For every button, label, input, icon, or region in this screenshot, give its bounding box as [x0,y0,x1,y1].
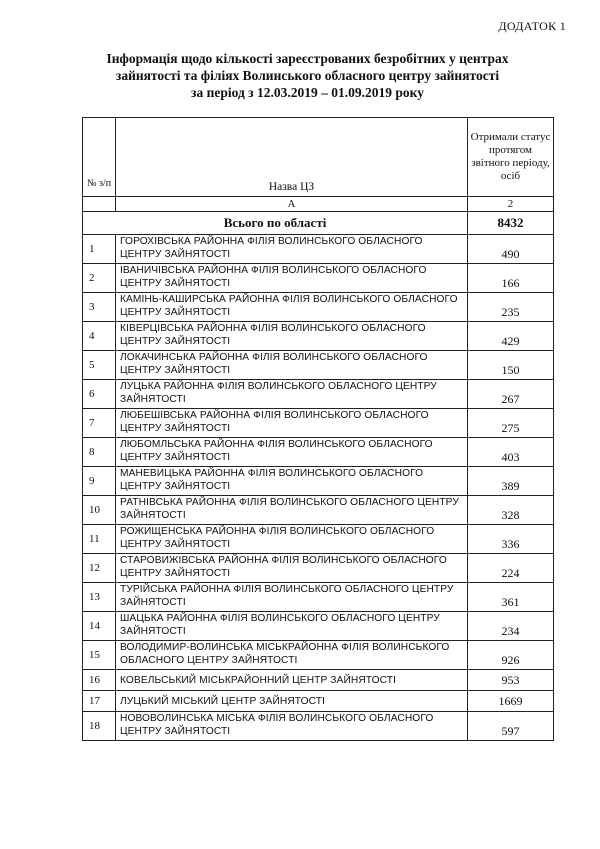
row-name: ГОРОХІВСЬКА РАЙОННА ФІЛІЯ ВОЛИНСЬКОГО ОБЛАСНОГО ЦЕНТРУ ЗАЙНЯТОСТІ [116,235,468,264]
row-name: ІВАНИЧІВСЬКА РАЙОННА ФІЛІЯ ВОЛИНСЬКОГО ОБЛАСНОГО ЦЕНТРУ ЗАЙНЯТОСТІ [116,264,468,293]
row-value: 166 [468,264,554,293]
subheader-2: 2 [468,197,554,212]
row-name: КІВЕРЦІВСЬКА РАЙОННА ФІЛІЯ ВОЛИНСЬКОГО ОБЛАСНОГО ЦЕНТРУ ЗАЙНЯТОСТІ [116,322,468,351]
row-number: 13 [83,583,116,612]
row-number: 7 [83,409,116,438]
row-name: ВОЛОДИМИР-ВОЛИНСЬКА МІСЬКРАЙОННА ФІЛІЯ ВОЛИНСЬКОГО ОБЛАСНОГО ЦЕНТРУ ЗАЙНЯТОСТІ [116,641,468,670]
title-line-3: за період з 12.03.2019 – 01.09.2019 року [191,85,424,100]
row-value: 926 [468,641,554,670]
title-line-2: зайнятості та філіях Волинського обласного центру зайнятості [115,68,500,83]
row-value: 328 [468,496,554,525]
row-number: 18 [83,712,116,741]
table-row [83,438,554,467]
table-row [83,612,554,641]
subheader-a: А [116,197,468,212]
row-value: 336 [468,525,554,554]
row-name: ЛОКАЧИНСЬКА РАЙОННА ФІЛІЯ ВОЛИНСЬКОГО ОБЛАСНОГО ЦЕНТРУ ЗАЙНЯТОСТІ [116,351,468,380]
row-name: ЛУЦЬКИЙ МІСЬКИЙ ЦЕНТР ЗАЙНЯТОСТІ [116,691,468,712]
row-name: МАНЕВИЦЬКА РАЙОННА ФІЛІЯ ВОЛИНСЬКОГО ОБЛАСНОГО ЦЕНТРУ ЗАЙНЯТОСТІ [116,467,468,496]
row-number: 3 [83,293,116,322]
row-name: РОЖИЩЕНСЬКА РАЙОННА ФІЛІЯ ВОЛИНСЬКОГО ОБЛАСНОГО ЦЕНТРУ ЗАЙНЯТОСТІ [116,525,468,554]
row-value: 224 [468,554,554,583]
annex-label: ДОДАТОК 1 [498,19,566,33]
table-row [83,691,554,712]
table-row [83,409,554,438]
row-number: 12 [83,554,116,583]
total-value: 8432 [468,212,554,235]
row-value: 403 [468,438,554,467]
row-value: 1669 [468,691,554,712]
table-row [83,496,554,525]
row-number: 10 [83,496,116,525]
row-name: ТУРІЙСЬКА РАЙОННА ФІЛІЯ ВОЛИНСЬКОГО ОБЛАСНОГО ЦЕНТРУ ЗАЙНЯТОСТІ [116,583,468,612]
row-number: 4 [83,322,116,351]
row-name: ЛЮБЕШІВСЬКА РАЙОННА ФІЛІЯ ВОЛИНСЬКОГО ОБЛАСНОГО ЦЕНТРУ ЗАЙНЯТОСТІ [116,409,468,438]
row-number: 17 [83,691,116,712]
row-value: 275 [468,409,554,438]
row-value: 490 [468,235,554,264]
row-value: 429 [468,322,554,351]
row-number: 1 [83,235,116,264]
row-name: КОВЕЛЬСЬКИЙ МІСЬКРАЙОННИЙ ЦЕНТР ЗАЙНЯТОСТІ [116,670,468,691]
row-name: ЛУЦЬКА РАЙОННА ФІЛІЯ ВОЛИНСЬКОГО ОБЛАСНОГО ЦЕНТРУ ЗАЙНЯТОСТІ [116,380,468,409]
row-name: ШАЦЬКА РАЙОННА ФІЛІЯ ВОЛИНСЬКОГО ОБЛАСНОГО ЦЕНТРУ ЗАЙНЯТОСТІ [116,612,468,641]
table-row [83,351,554,380]
row-number: 6 [83,380,116,409]
row-value: 150 [468,351,554,380]
row-number: 16 [83,670,116,691]
row-name: РАТНІВСЬКА РАЙОННА ФІЛІЯ ВОЛИНСЬКОГО ОБЛАСНОГО ЦЕНТРУ ЗАЙНЯТОСТІ [116,496,468,525]
table-row [83,235,554,264]
row-number: 14 [83,612,116,641]
row-value: 267 [468,380,554,409]
table-row [83,525,554,554]
subheader-empty [83,197,116,212]
table-row [83,467,554,496]
row-name: ЛЮБОМЛЬСЬКА РАЙОННА ФІЛІЯ ВОЛИНСЬКОГО ОБЛАСНОГО ЦЕНТРУ ЗАЙНЯТОСТІ [116,438,468,467]
row-value: 361 [468,583,554,612]
table-row [83,670,554,691]
row-number: 8 [83,438,116,467]
row-number: 2 [83,264,116,293]
row-value: 234 [468,612,554,641]
row-number: 15 [83,641,116,670]
total-label: Всього по області [83,212,468,235]
table-row [83,641,554,670]
row-value: 235 [468,293,554,322]
document-title [80,50,535,101]
title-line-1: Інформація щодо кількості зареєстрованих безробітних у центрах [106,51,509,66]
total-row [83,212,554,235]
header-name: Назва ЦЗ [116,118,468,197]
table-row [83,264,554,293]
header-num: № з/п [83,118,116,197]
table-row [83,380,554,409]
header-value: Отримали статус протягом звітного періоду, осіб [468,118,554,197]
table-row [83,554,554,583]
row-name: СТАРОВИЖІВСЬКА РАЙОННА ФІЛІЯ ВОЛИНСЬКОГО ОБЛАСНОГО ЦЕНТРУ ЗАЙНЯТОСТІ [116,554,468,583]
row-number: 5 [83,351,116,380]
table-row [83,322,554,351]
table-row [83,293,554,322]
table-header-row [83,118,554,197]
table-row [83,712,554,741]
row-value: 953 [468,670,554,691]
row-number: 11 [83,525,116,554]
unemployment-table [82,117,554,741]
table-row [83,583,554,612]
table-subheader-row [83,197,554,212]
row-value: 597 [468,712,554,741]
row-name: НОВОВОЛИНСЬКА МІСЬКА ФІЛІЯ ВОЛИНСЬКОГО ОБЛАСНОГО ЦЕНТРУ ЗАЙНЯТОСТІ [116,712,468,741]
row-number: 9 [83,467,116,496]
row-value: 389 [468,467,554,496]
row-name: КАМІНЬ-КАШИРСЬКА РАЙОННА ФІЛІЯ ВОЛИНСЬКОГО ОБЛАСНОГО ЦЕНТРУ ЗАЙНЯТОСТІ [116,293,468,322]
